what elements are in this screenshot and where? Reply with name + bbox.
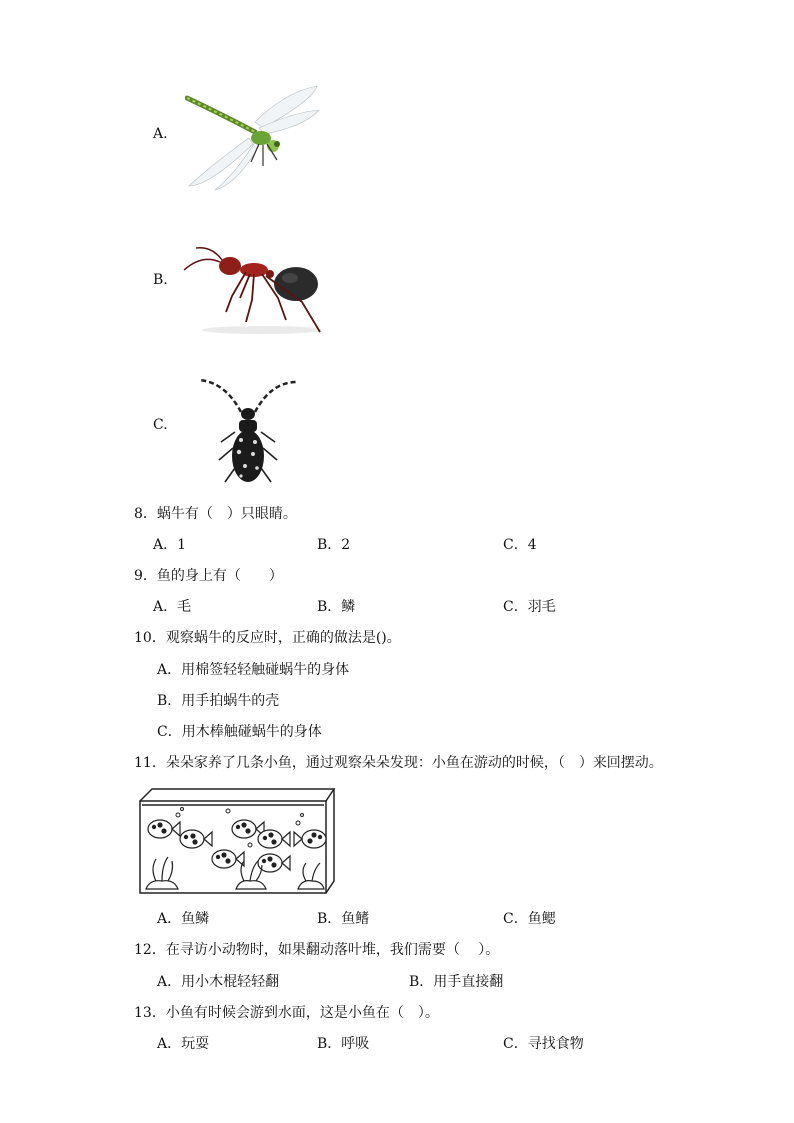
option-c-label: C. xyxy=(153,417,168,433)
question-11-option-a[interactable]: A．鱼鳞 xyxy=(157,911,210,927)
question-11-option-b[interactable]: B．鱼鳍 xyxy=(317,911,370,927)
fish-tank-image xyxy=(138,785,338,897)
question-11-option-c[interactable]: C．鱼鳃 xyxy=(503,911,556,927)
question-9-option-a[interactable]: A．毛 xyxy=(153,599,192,615)
question-8-stem: 8．蜗牛有（ ）只眼睛。 xyxy=(134,506,297,522)
option-a-label: A. xyxy=(153,126,168,142)
question-9-stem: 9．鱼的身上有（ ） xyxy=(134,568,283,584)
ant-image xyxy=(182,240,334,336)
beetle-image xyxy=(195,372,301,484)
question-13-option-c[interactable]: C．寻找食物 xyxy=(503,1036,584,1052)
question-10-option-c[interactable]: C．用木棒触碰蜗牛的身体 xyxy=(157,724,322,740)
question-13-stem: 13．小鱼有时候会游到水面，这是小鱼在（ ）。 xyxy=(134,1005,439,1021)
question-12-option-a[interactable]: A．用小木棍轻轻翻 xyxy=(157,974,280,990)
question-9-option-b[interactable]: B．鳞 xyxy=(317,599,356,615)
question-9-option-c[interactable]: C．羽毛 xyxy=(503,599,556,615)
question-10-option-b[interactable]: B．用手拍蜗牛的壳 xyxy=(157,693,280,709)
question-8-option-c[interactable]: C．4 xyxy=(503,537,537,553)
option-b-label: B. xyxy=(153,272,168,288)
question-11-stem: 11．朵朵家养了几条小鱼，通过观察朵朵发现：小鱼在游动的时候，（ ）来回摆动。 xyxy=(134,755,663,771)
question-13-option-b[interactable]: B．呼吸 xyxy=(317,1036,370,1052)
question-12-option-b[interactable]: B．用手直接翻 xyxy=(409,974,504,990)
question-10-option-a[interactable]: A．用棉签轻轻触碰蜗牛的身体 xyxy=(157,662,350,678)
question-8-option-a[interactable]: A．1 xyxy=(153,537,187,553)
dragonfly-image xyxy=(185,82,321,192)
question-8-option-b[interactable]: B．2 xyxy=(317,537,351,553)
question-12-stem: 12．在寻访小动物时，如果翻动落叶堆，我们需要（ ）。 xyxy=(134,942,500,958)
question-13-option-a[interactable]: A．玩耍 xyxy=(157,1036,210,1052)
question-10-stem: 10．观察蜗牛的反应时，正确的做法是()。 xyxy=(134,630,401,646)
